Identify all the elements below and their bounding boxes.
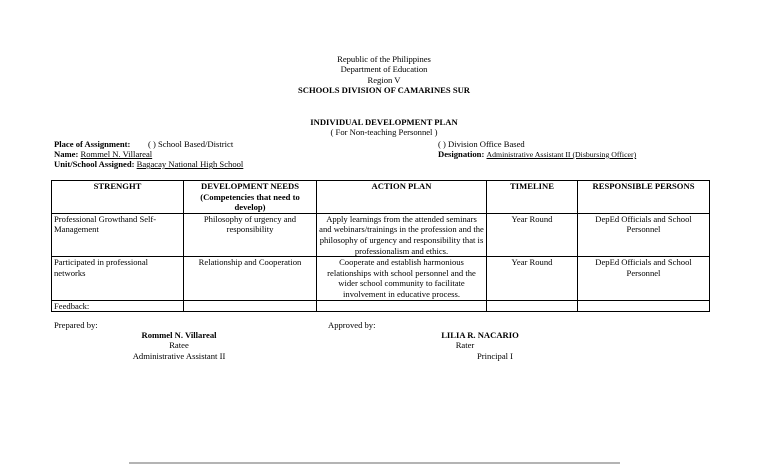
cell-action: Apply learnings from the attended seminars and webinars/trainings in the profession and the philosophy of urgency and responsibility that is professionalism and ethics. [317, 213, 487, 256]
cell-needs: Relationship and Cooperation [184, 257, 317, 300]
name-value: Rommel N. Villareal [80, 149, 153, 159]
prepared-by-position: Administrative Assistant II [132, 351, 226, 361]
cell-responsible: DepEd Officials and School Personnel [578, 257, 710, 300]
header-region: Region V [367, 74, 401, 85]
header-development-needs: DEVELOPMENT NEEDS (Competencies that need to develop) [184, 181, 317, 214]
approved-by-role: Rater [455, 340, 475, 350]
header-division: SCHOOLS DIVISION OF CAMARINES SUR [297, 85, 471, 96]
name-label: Name: [54, 149, 79, 159]
cell-responsible: DepEd Officials and School Personnel [578, 213, 710, 256]
designation-value: Administrative Assistant II (Disbursing Officer) [486, 150, 637, 159]
cell-strength: Professional Growthand Self-Management [52, 213, 184, 256]
header-action-plan: ACTION PLAN [317, 181, 487, 214]
prepared-by-label: Prepared by: [54, 320, 98, 330]
unit-line [54, 159, 243, 170]
plan-table [51, 180, 710, 312]
feedback-row [52, 300, 710, 312]
cell-needs: Philosophy of urgency and responsibility [184, 213, 317, 256]
prepared-by-role: Ratee [169, 340, 189, 350]
feedback-cell [184, 300, 317, 312]
document-header [234, 54, 534, 96]
header-strength: STRENGHT [52, 181, 184, 214]
designation-line [438, 149, 636, 161]
header-department: Department of Education [340, 64, 428, 75]
approved-by-label: Approved by: [328, 320, 376, 330]
designation-label: Designation: [438, 149, 485, 159]
unit-label: Unit/School Assigned: [54, 159, 135, 169]
plan-title-block [234, 117, 534, 138]
header-responsible-persons: RESPONSIBLE PERSONS [578, 181, 710, 214]
table-header-row [52, 181, 710, 214]
page-bottom-divider [129, 462, 620, 464]
approved-by-name: LILIA R. NACARIO [441, 330, 519, 340]
header-timeline: TIMELINE [487, 181, 578, 214]
cell-timeline: Year Round [487, 213, 578, 256]
feedback-cell [578, 300, 710, 312]
table-row [52, 213, 710, 256]
place-label: Place of Assignment: [54, 139, 131, 149]
header-republic: Republic of the Philippines [337, 54, 431, 64]
feedback-cell [317, 300, 487, 312]
cell-strength: Participated in professional networks [52, 257, 184, 300]
feedback-cell [487, 300, 578, 312]
plan-title: INDIVIDUAL DEVELOPMENT PLAN [310, 117, 458, 127]
cell-timeline: Year Round [487, 257, 578, 300]
name-line [54, 149, 152, 160]
unit-value: Bagacay National High School [136, 159, 244, 169]
table-row [52, 257, 710, 300]
place-option-school: ( ) School Based/District [148, 139, 234, 149]
feedback-label: Feedback: [52, 300, 184, 312]
prepared-by-name: Rommel N. Villareal [141, 330, 217, 340]
approved-by-position: Principal I [477, 351, 514, 361]
cell-action: Cooperate and establish harmonious relationships with school personnel and the wider school community to facilitate involvement in educative process. [317, 257, 487, 300]
place-option-division: ( ) Division Office Based [438, 139, 525, 149]
plan-subtitle: ( For Non-teaching Personnel ) [330, 127, 438, 138]
